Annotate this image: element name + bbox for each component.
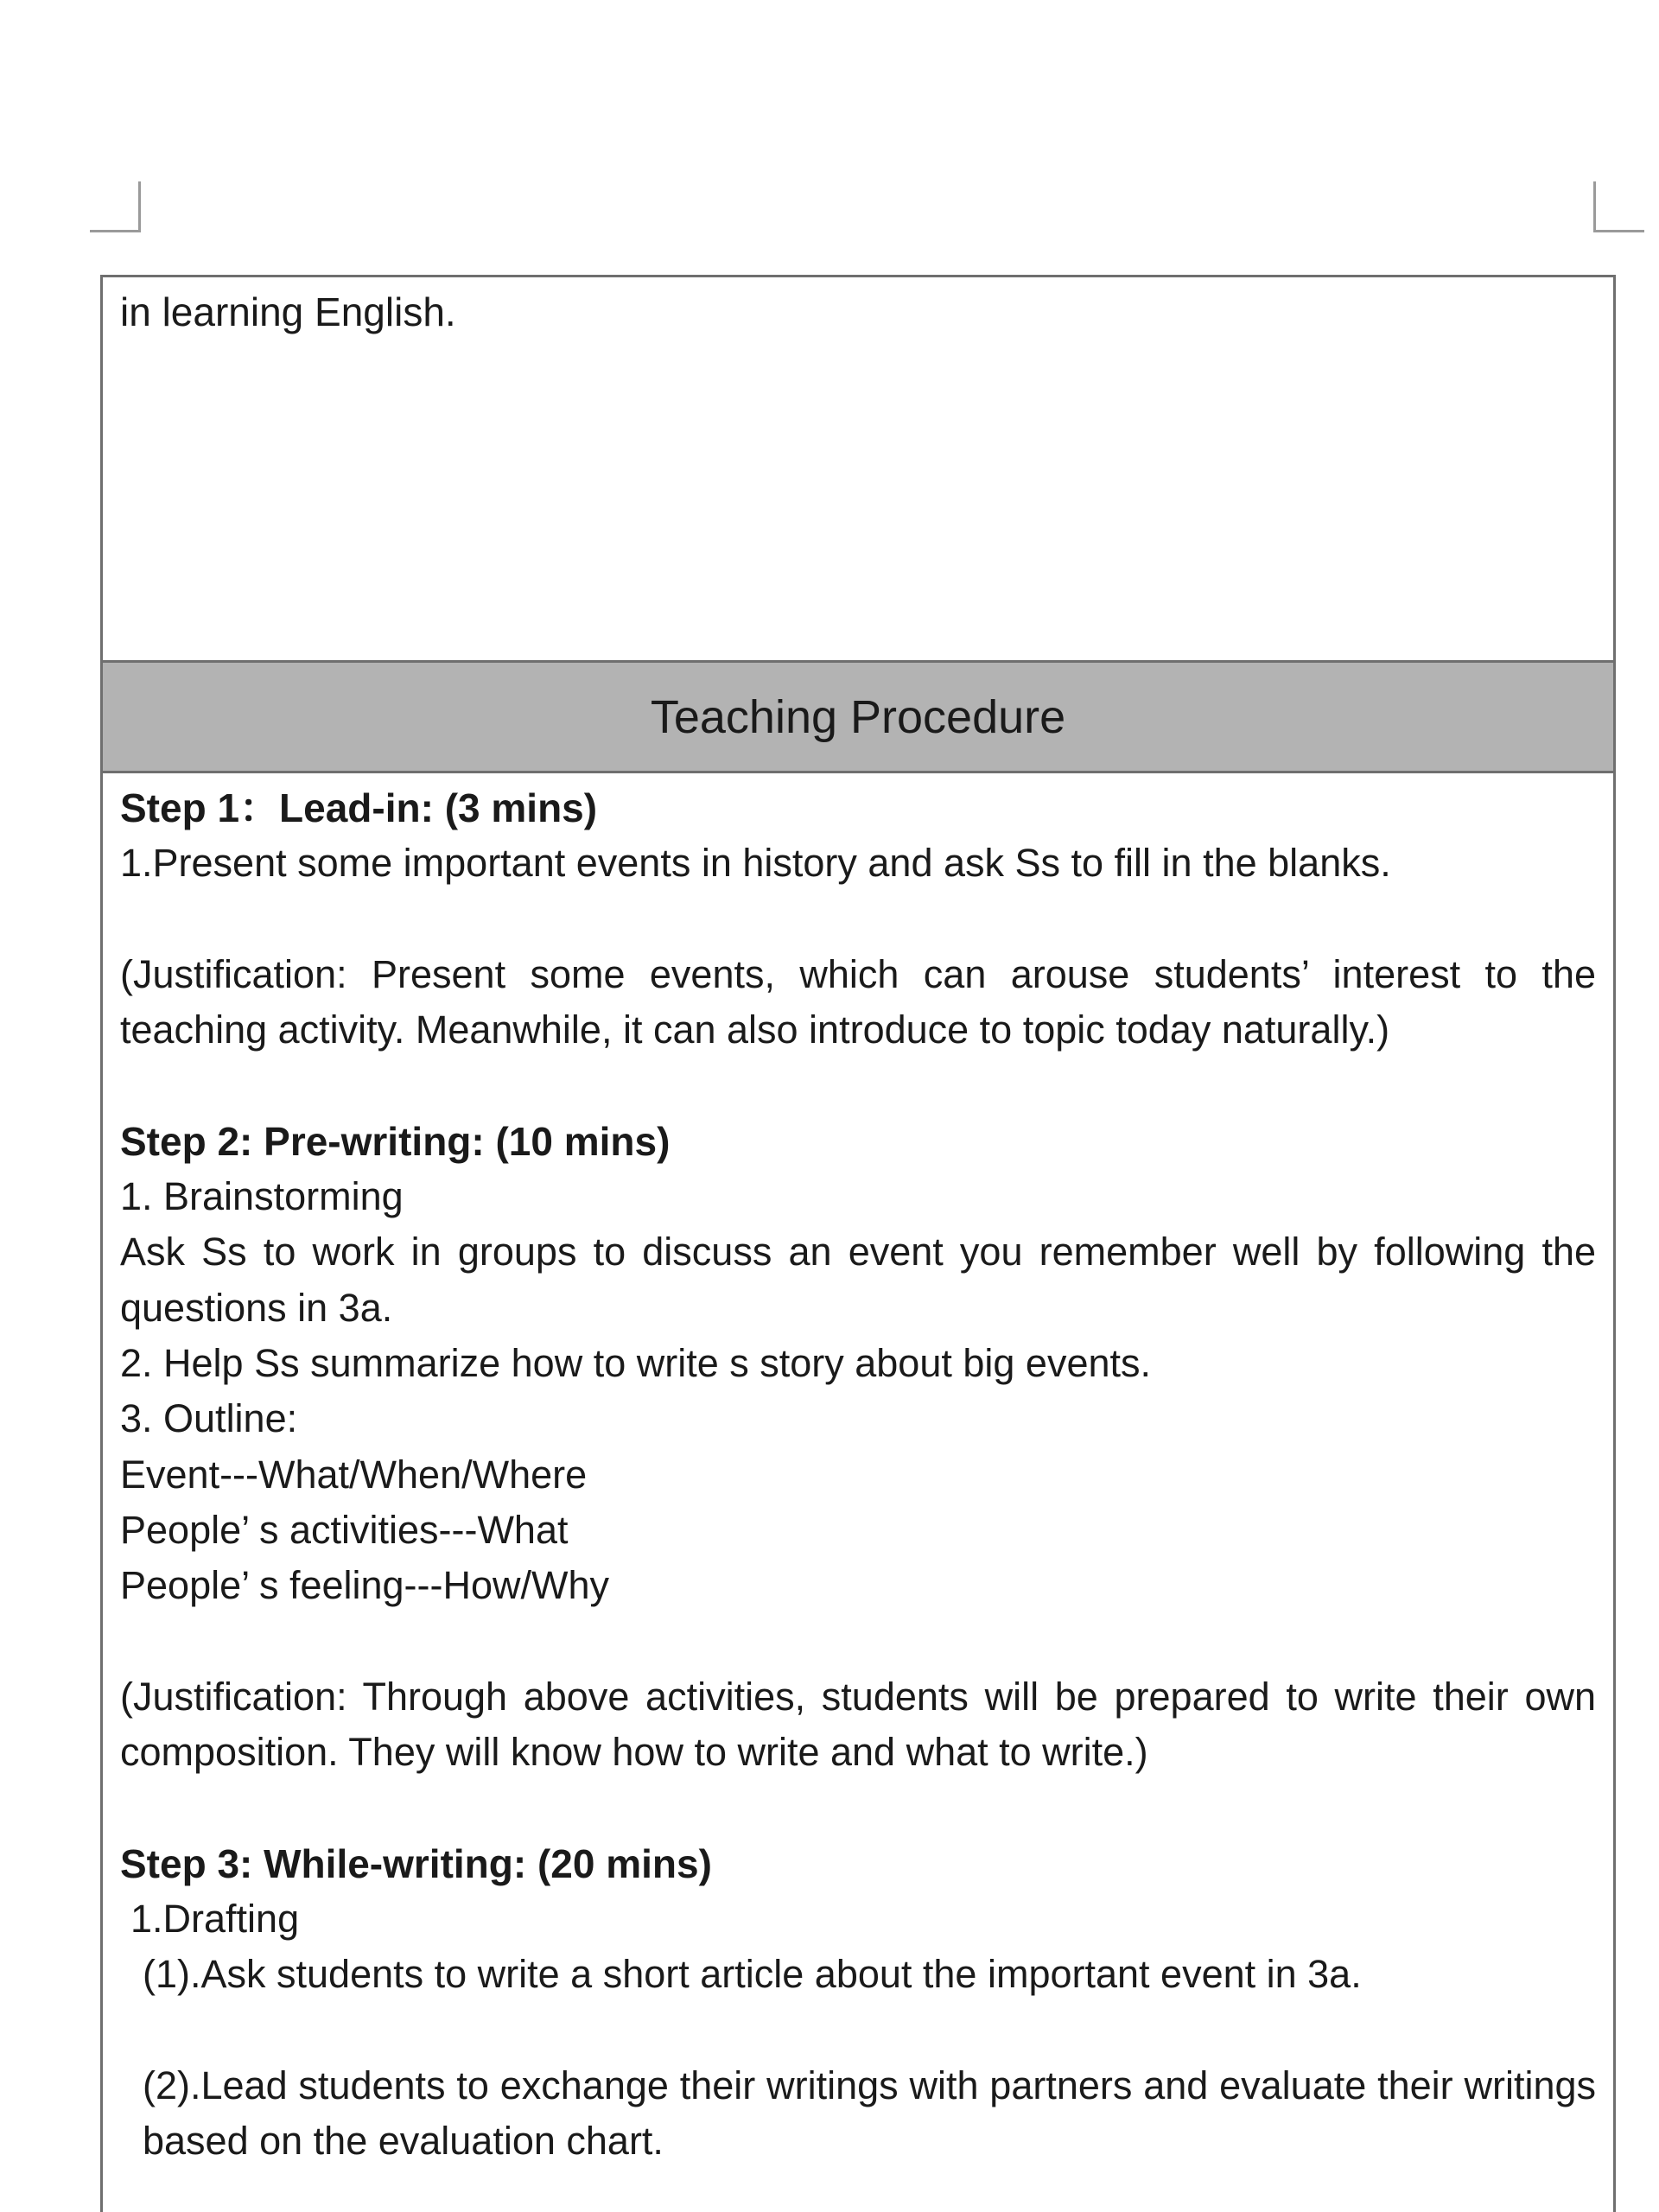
crop-mark-top-right (1593, 181, 1644, 232)
step3-item1: 1.Drafting (130, 1896, 300, 1941)
outline-line-event: Event---What/When/Where (120, 1452, 588, 1497)
step1-item1: 1.Present some important events in history and ask Ss to fill in the blanks. (120, 841, 1391, 886)
objectives-cell (103, 277, 1613, 663)
step3-sub1: (1).Ask students to write a short article about the important event in 3a. (143, 1952, 1362, 1997)
teaching-procedure-header: Teaching Procedure (103, 663, 1613, 773)
step2-item3: 3. Outline: (120, 1396, 298, 1441)
step1-title: Step 1：Lead-in: (3 mins) (120, 785, 598, 830)
step2-item1: 1. Brainstorming (120, 1174, 404, 1219)
step2-title: Step 2: Pre-writing: (10 mins) (120, 1118, 671, 1164)
objectives-continuation-text: in learning English. (120, 289, 456, 334)
step1-justification: (Justification: Present some events, which can arouse students’ interest to the teaching activity. Meanwhile, it can also introduce to topic today naturally.) (120, 951, 1596, 1052)
lesson-plan-table (100, 275, 1616, 2212)
step2-item2: 2. Help Ss summarize how to write s story about big events. (120, 1340, 1152, 1385)
crop-mark-top-left (90, 181, 141, 232)
step3-sub2: (2).Lead students to exchange their writings with partners and evaluate their writings based on the evaluation chart. (143, 2063, 1596, 2164)
outline-line-feeling: People’ s feeling---How/Why (120, 1563, 610, 1608)
step2-justification: (Justification: Through above activities, students will be prepared to write their own composition. They will know how to write and what to write.) (120, 1674, 1596, 1775)
step3-title: Step 3: While-writing: (20 mins) (120, 1840, 712, 1886)
teaching-procedure-cell (103, 773, 1613, 2169)
step2-item1-desc: Ask Ss to work in groups to discuss an event you remember well by following the questions in 3a. (120, 1230, 1596, 1330)
outline-line-activities: People’ s activities---What (120, 1507, 569, 1552)
